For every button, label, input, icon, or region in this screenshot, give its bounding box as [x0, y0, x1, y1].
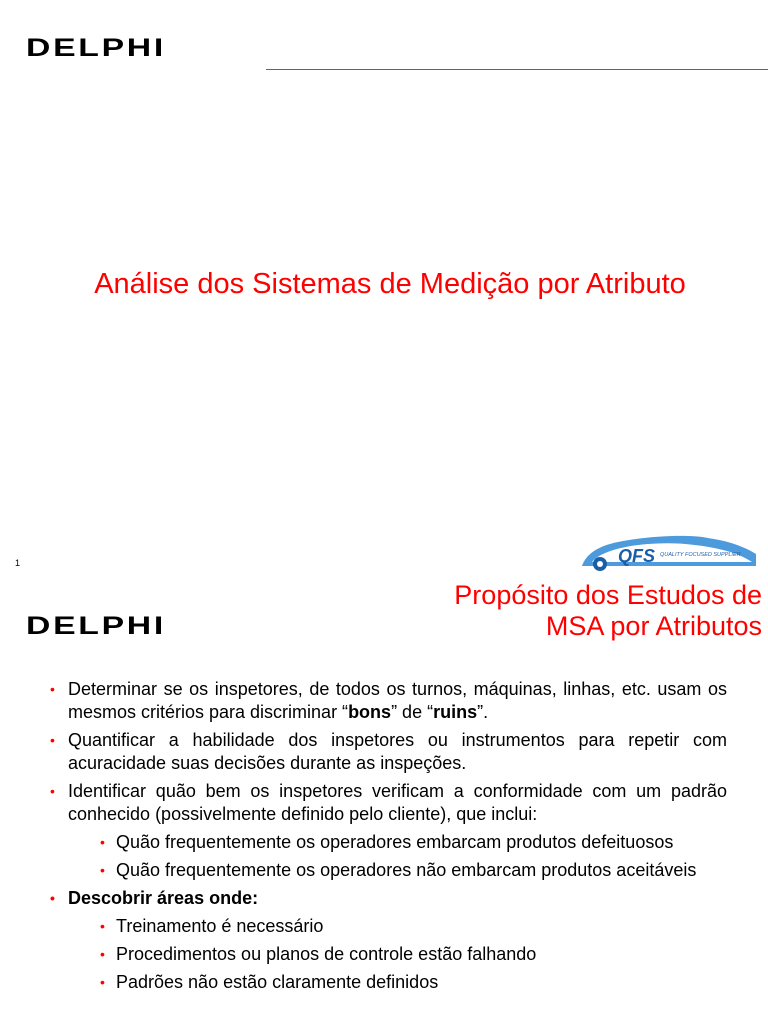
slide-title [342, 580, 762, 642]
sub-bullet-list [68, 915, 727, 994]
sub-bullet-list [68, 831, 727, 882]
title-line-1: Propósito dos Estudos de [454, 580, 762, 610]
qfs-logo-icon [578, 532, 758, 572]
bullet-item: • Identificar quão bem os inspetores verificam a conformidade com um padrão conhecido (possivelmente definido pelo cliente), que inclui: • Quão frequentemente os operadores embarcam produtos defeituosos • Quão frequentemente os operadores não embarcam produtos aceitáveis [50, 780, 727, 882]
delphi-logo: DELPHI [26, 612, 166, 640]
slide-2 [0, 576, 768, 1024]
slide-number: 1 [15, 558, 21, 568]
delphi-logo: DELPHI [26, 34, 166, 62]
sub-bullet-item: • Quão frequentemente os operadores não embarcam produtos aceitáveis [68, 859, 727, 882]
bullet-list [50, 678, 727, 999]
qfs-text: QFS [618, 546, 656, 566]
qfs-subtitle: QUALITY FOCUSED SUPPLIER [660, 552, 741, 558]
bullet-item: • Descobrir áreas onde: • Treinamento é necessário • Procedimentos ou planos de controle estão falhando • Padrões não estão claramente definidos [50, 887, 727, 994]
bullet-item: • Determinar se os inspetores, de todos os turnos, máquinas, linhas, etc. usam os mesmos critérios para discriminar “bons” de “ruins”. [50, 678, 727, 724]
slide-title: Análise dos Sistemas de Medição por Atributo [94, 268, 686, 300]
sub-bullet-item: • Padrões não estão claramente definidos [68, 971, 727, 994]
bold-ruins: ruins [433, 702, 478, 722]
title-line-2: MSA por Atributos [545, 611, 762, 641]
sub-bullet-item: • Procedimentos ou planos de controle estão falhando [68, 943, 727, 966]
header-rule [266, 69, 768, 70]
sub-bullet-item: • Quão frequentemente os operadores embarcam produtos defeituosos [68, 831, 727, 854]
bullet-item: • Quantificar a habilidade dos inspetores ou instrumentos para repetir com acuracidade suas decisões durante as inspeções. [50, 729, 727, 775]
bold-bons: bons [348, 702, 392, 722]
sub-bullet-item: • Treinamento é necessário [68, 915, 727, 938]
